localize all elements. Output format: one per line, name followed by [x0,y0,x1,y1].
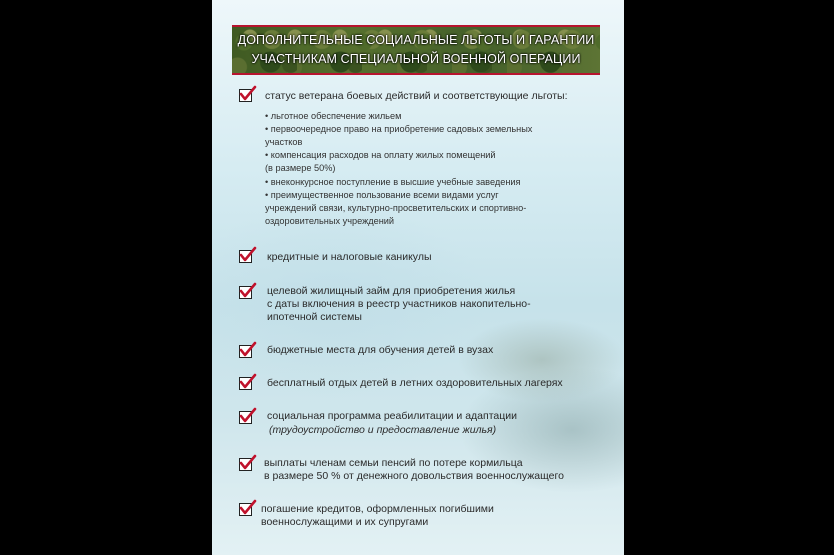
sub-benefit-text: • компенсация расходов на оплату жилых помещений [265,150,496,160]
checkbox-checked-icon [239,377,252,390]
benefit-text: целевой жилищный займ для приобретения жилья [267,285,516,297]
benefit-text: бюджетные места для обучения детей в вузах [267,344,494,356]
checkbox-checked-icon [239,458,252,471]
checkbox-checked-icon [239,411,252,424]
title-line-2: УЧАСТНИКАМ СПЕЦИАЛЬНОЙ ВОЕННОЙ ОПЕРАЦИИ [251,52,581,66]
benefit-text: с даты включения в реестр участников накопительно- [267,298,531,310]
checkbox-checked-icon [239,89,252,102]
title-line-1: ДОПОЛНИТЕЛЬНЫЕ СОЦИАЛЬНЫЕ ЛЬГОТЫ И ГАРАНТИИ [237,33,595,47]
sub-benefit-text: • внеконкурсное поступление в высшие учебные заведения [265,177,521,187]
benefit-text: статус ветерана боевых действий и соответствующие льготы: [265,90,568,102]
benefit-text: выплаты членам семьи пенсий по потере кормильца [264,457,523,469]
sub-benefit-text: участков [265,137,303,147]
sub-benefit-text: оздоровительных учреждений [265,216,395,226]
benefit-text: военнослужащими и их супругами [261,516,429,528]
benefit-note: (трудоустройство и предоставление жилья) [269,424,497,436]
sub-benefit-text: учреждений связи, культурно-просветительских и спортивно- [265,203,527,213]
sub-benefit-text: • преимущественное пользование всеми видами услуг [265,190,499,200]
title-banner [232,25,600,75]
benefit-text: в размере 50 % от денежного довольствия военнослужащего [264,470,564,482]
benefit-text: кредитные и налоговые каникулы [267,251,432,263]
benefit-text: погашение кредитов, оформленных погибшими [261,503,494,515]
sub-benefit-text: (в размере 50%) [265,163,336,173]
benefit-text: социальная программа реабилитации и адаптации [267,410,517,422]
sub-benefit-text: • льготное обеспечение жильем [265,111,402,121]
checkbox-checked-icon [239,503,252,516]
sub-benefit-text: • первоочередное право на приобретение садовых земельных [265,124,533,134]
checkbox-checked-icon [239,250,252,263]
checkbox-checked-icon [239,286,252,299]
leaflet-page [212,0,624,555]
benefit-text: ипотечной системы [267,311,362,323]
checkbox-checked-icon [239,345,252,358]
benefit-text: бесплатный отдых детей в летних оздоровительных лагерях [267,377,563,389]
